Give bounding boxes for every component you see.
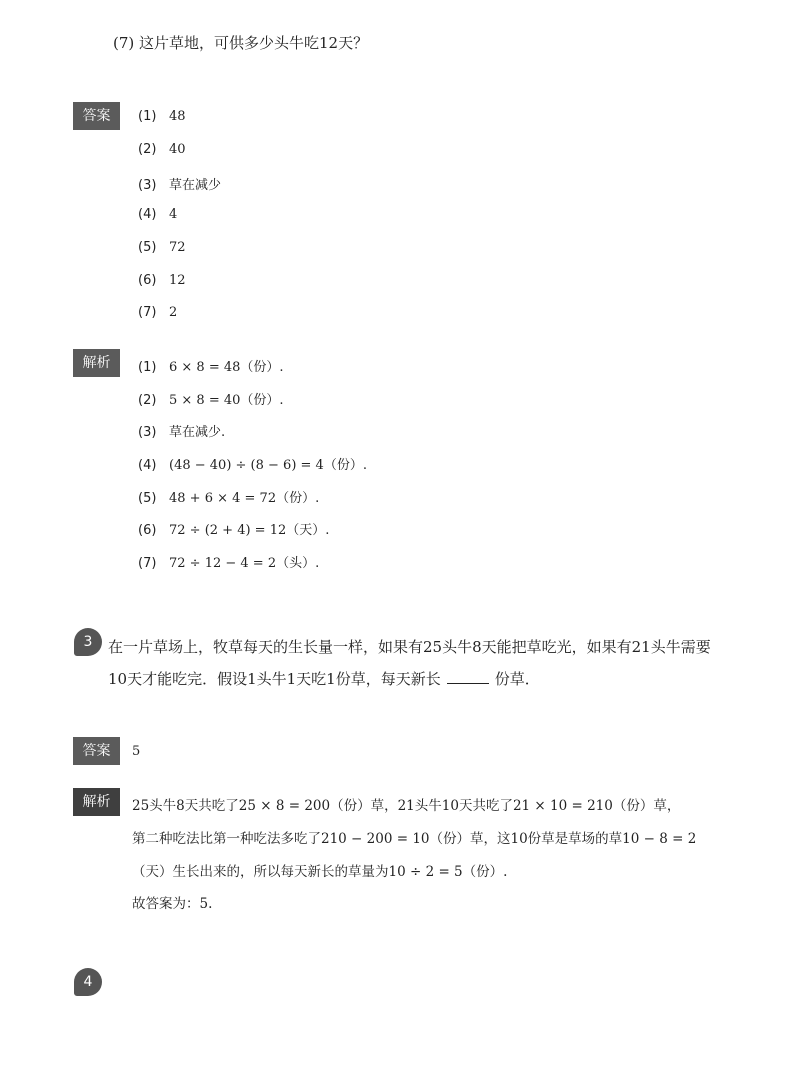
item-text: 72 ÷ 12 − 4 = 2（头）. xyxy=(169,556,320,571)
item-text: 5 × 8 = 40（份）. xyxy=(169,393,284,408)
item-text: 草在减少. xyxy=(169,425,226,440)
problem-4-number-badge: 4 xyxy=(74,968,102,996)
item-number: (1) xyxy=(138,360,157,375)
problem-3-text-before-blank: 10天才能吃完．假设1头牛1天吃1份草，每天新长 xyxy=(108,670,441,688)
problem-3-analysis-line-2: 第二种吃法比第一种吃法多吃了210 − 200 = 10（份）草，这10份草是草场的草10 − 8 = 2 xyxy=(132,831,697,847)
answer-item-7 xyxy=(138,305,177,320)
item-number: (5) xyxy=(138,240,157,255)
item-number: (5) xyxy=(138,491,157,506)
answer-label: 答案 xyxy=(73,102,120,130)
item-text: 6 × 8 = 48（份）. xyxy=(169,360,284,375)
item-text: 48 + 6 × 4 = 72（份）. xyxy=(169,491,320,506)
problem-3-analysis-line-1: 25头牛8天共吃了25 × 8 = 200（份）草，21头牛10天共吃了21 × 10 = 210（份）草， xyxy=(132,798,681,814)
problem-3-analysis-line-3: （天）生长出来的，所以每天新长的草量为10 ÷ 2 = 5（份）. xyxy=(132,864,508,880)
analysis-item-3 xyxy=(138,421,225,440)
item-text: 48 xyxy=(169,109,186,124)
item-text: 12 xyxy=(169,273,186,288)
problem-3-answer-value: 5 xyxy=(132,744,141,759)
item-number: (1) xyxy=(138,109,157,124)
answer-item-1 xyxy=(138,109,186,124)
item-number: (6) xyxy=(138,273,157,288)
answer-item-4 xyxy=(138,207,177,222)
analysis-label: 解析 xyxy=(73,349,120,377)
answer-item-5 xyxy=(138,240,186,255)
answer-item-2 xyxy=(138,142,186,157)
analysis-item-2 xyxy=(138,389,284,408)
item-number: (3) xyxy=(138,178,157,193)
item-number: (4) xyxy=(138,458,157,473)
question-7: (7) 这片草地，可供多少头牛吃12天？ xyxy=(113,34,369,52)
item-number: (7) xyxy=(138,556,157,571)
item-text: 2 xyxy=(169,305,178,320)
analysis-item-5 xyxy=(138,487,319,506)
item-text: 72 xyxy=(169,240,186,255)
analysis-item-6 xyxy=(138,519,329,538)
item-text: 草在减少 xyxy=(169,178,222,193)
answer-blank xyxy=(447,669,489,684)
item-number: (2) xyxy=(138,393,157,408)
analysis-item-1 xyxy=(138,356,284,375)
problem-3-answer-label: 答案 xyxy=(73,737,120,765)
answer-item-6 xyxy=(138,273,186,288)
problem-3-number-badge: 3 xyxy=(74,628,102,656)
item-text: (48 − 40) ÷ (8 − 6) = 4（份）. xyxy=(169,458,367,473)
item-number: (3) xyxy=(138,425,157,440)
item-text: 40 xyxy=(169,142,186,157)
item-number: (6) xyxy=(138,523,157,538)
problem-3-text-after-blank: 份草． xyxy=(494,670,540,688)
analysis-item-7 xyxy=(138,552,319,571)
problem-3-analysis-line-4: 故答案为：5. xyxy=(132,896,213,912)
item-number: (7) xyxy=(138,305,157,320)
problem-3-analysis-label: 解析 xyxy=(73,788,120,816)
item-text: 4 xyxy=(169,207,178,222)
problem-3-line-2 xyxy=(108,668,540,689)
problem-3-line-1: 在一片草场上，牧草每天的生长量一样，如果有25头牛8天能把草吃光，如果有21头牛需要 xyxy=(108,638,711,656)
item-text: 72 ÷ (2 + 4) = 12（天）. xyxy=(169,523,330,538)
analysis-item-4 xyxy=(138,454,367,473)
answer-item-3 xyxy=(138,174,221,193)
item-number: (2) xyxy=(138,142,157,157)
item-number: (4) xyxy=(138,207,157,222)
